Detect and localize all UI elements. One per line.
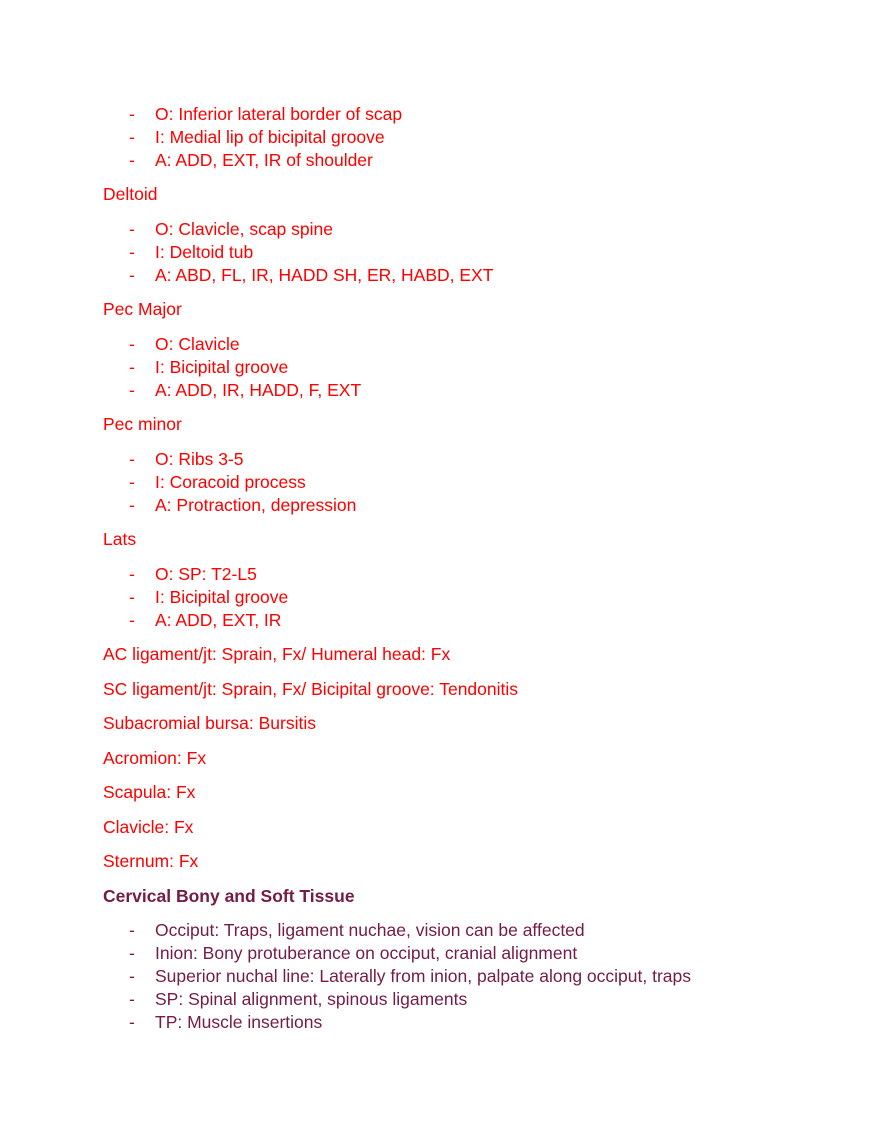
bullet-dash: - bbox=[129, 564, 135, 584]
bullet-dash: - bbox=[129, 242, 135, 262]
bullet-dash: - bbox=[129, 127, 135, 147]
section-heading: Pec minor bbox=[103, 414, 182, 434]
paragraph: Scapula: Fx bbox=[103, 782, 196, 802]
list-item-text: A: ADD, EXT, IR of shoulder bbox=[155, 150, 373, 170]
list-item-text: O: Clavicle, scap spine bbox=[155, 219, 333, 239]
list-item-text: A: ABD, FL, IR, HADD SH, ER, HABD, EXT bbox=[155, 265, 494, 285]
bullet-dash: - bbox=[129, 380, 135, 400]
bullet-dash: - bbox=[129, 943, 135, 963]
bullet-dash: - bbox=[129, 495, 135, 515]
list-item-text: I: Bicipital groove bbox=[155, 357, 289, 377]
paragraph: Acromion: Fx bbox=[103, 748, 207, 768]
bullet-dash: - bbox=[129, 1012, 135, 1032]
list-item-text: I: Bicipital groove bbox=[155, 587, 289, 607]
list-item-text: I: Coracoid process bbox=[155, 472, 306, 492]
section-heading: Pec Major bbox=[103, 299, 182, 319]
bullet-dash: - bbox=[129, 104, 135, 124]
paragraph: SC ligament/jt: Sprain, Fx/ Bicipital groove: Tendonitis bbox=[103, 679, 519, 699]
section-heading: Cervical Bony and Soft Tissue bbox=[103, 886, 355, 906]
bullet-dash: - bbox=[129, 989, 135, 1009]
bullet-dash: - bbox=[129, 357, 135, 377]
list-item-text: O: Ribs 3-5 bbox=[155, 449, 244, 469]
paragraph: Sternum: Fx bbox=[103, 851, 199, 871]
list-item-text: Inion: Bony protuberance on occiput, cranial alignment bbox=[155, 943, 578, 963]
bullet-dash: - bbox=[129, 587, 135, 607]
paragraph: Subacromial bursa: Bursitis bbox=[103, 713, 316, 733]
bullet-dash: - bbox=[129, 219, 135, 239]
bullet-dash: - bbox=[129, 334, 135, 354]
bullet-dash: - bbox=[129, 265, 135, 285]
bullet-dash: - bbox=[129, 920, 135, 940]
bullet-dash: - bbox=[129, 150, 135, 170]
bullet-dash: - bbox=[129, 472, 135, 492]
paragraph: AC ligament/jt: Sprain, Fx/ Humeral head: Fx bbox=[103, 644, 451, 664]
list-item-text: TP: Muscle insertions bbox=[155, 1012, 323, 1032]
list-item-text: SP: Spinal alignment, spinous ligaments bbox=[155, 989, 468, 1009]
list-item-text: A: ADD, IR, HADD, F, EXT bbox=[155, 380, 362, 400]
bullet-dash: - bbox=[129, 966, 135, 986]
list-item-text: I: Medial lip of bicipital groove bbox=[155, 127, 385, 147]
bullet-dash: - bbox=[129, 610, 135, 630]
paragraph: Clavicle: Fx bbox=[103, 817, 194, 837]
section-heading: Deltoid bbox=[103, 184, 158, 204]
list-item-text: O: Clavicle bbox=[155, 334, 240, 354]
list-item-text: O: Inferior lateral border of scap bbox=[155, 104, 403, 124]
list-item-text: Occiput: Traps, ligament nuchae, vision can be affected bbox=[155, 920, 585, 940]
bullet-dash: - bbox=[129, 449, 135, 469]
section-heading: Lats bbox=[103, 529, 137, 549]
list-item-text: A: ADD, EXT, IR bbox=[155, 610, 282, 630]
list-item-text: I: Deltoid tub bbox=[155, 242, 254, 262]
list-item-text: Superior nuchal line: Laterally from inion, palpate along occiput, traps bbox=[155, 966, 692, 986]
list-item-text: A: Protraction, depression bbox=[155, 495, 357, 515]
list-item-text: O: SP: T2-L5 bbox=[155, 564, 257, 584]
